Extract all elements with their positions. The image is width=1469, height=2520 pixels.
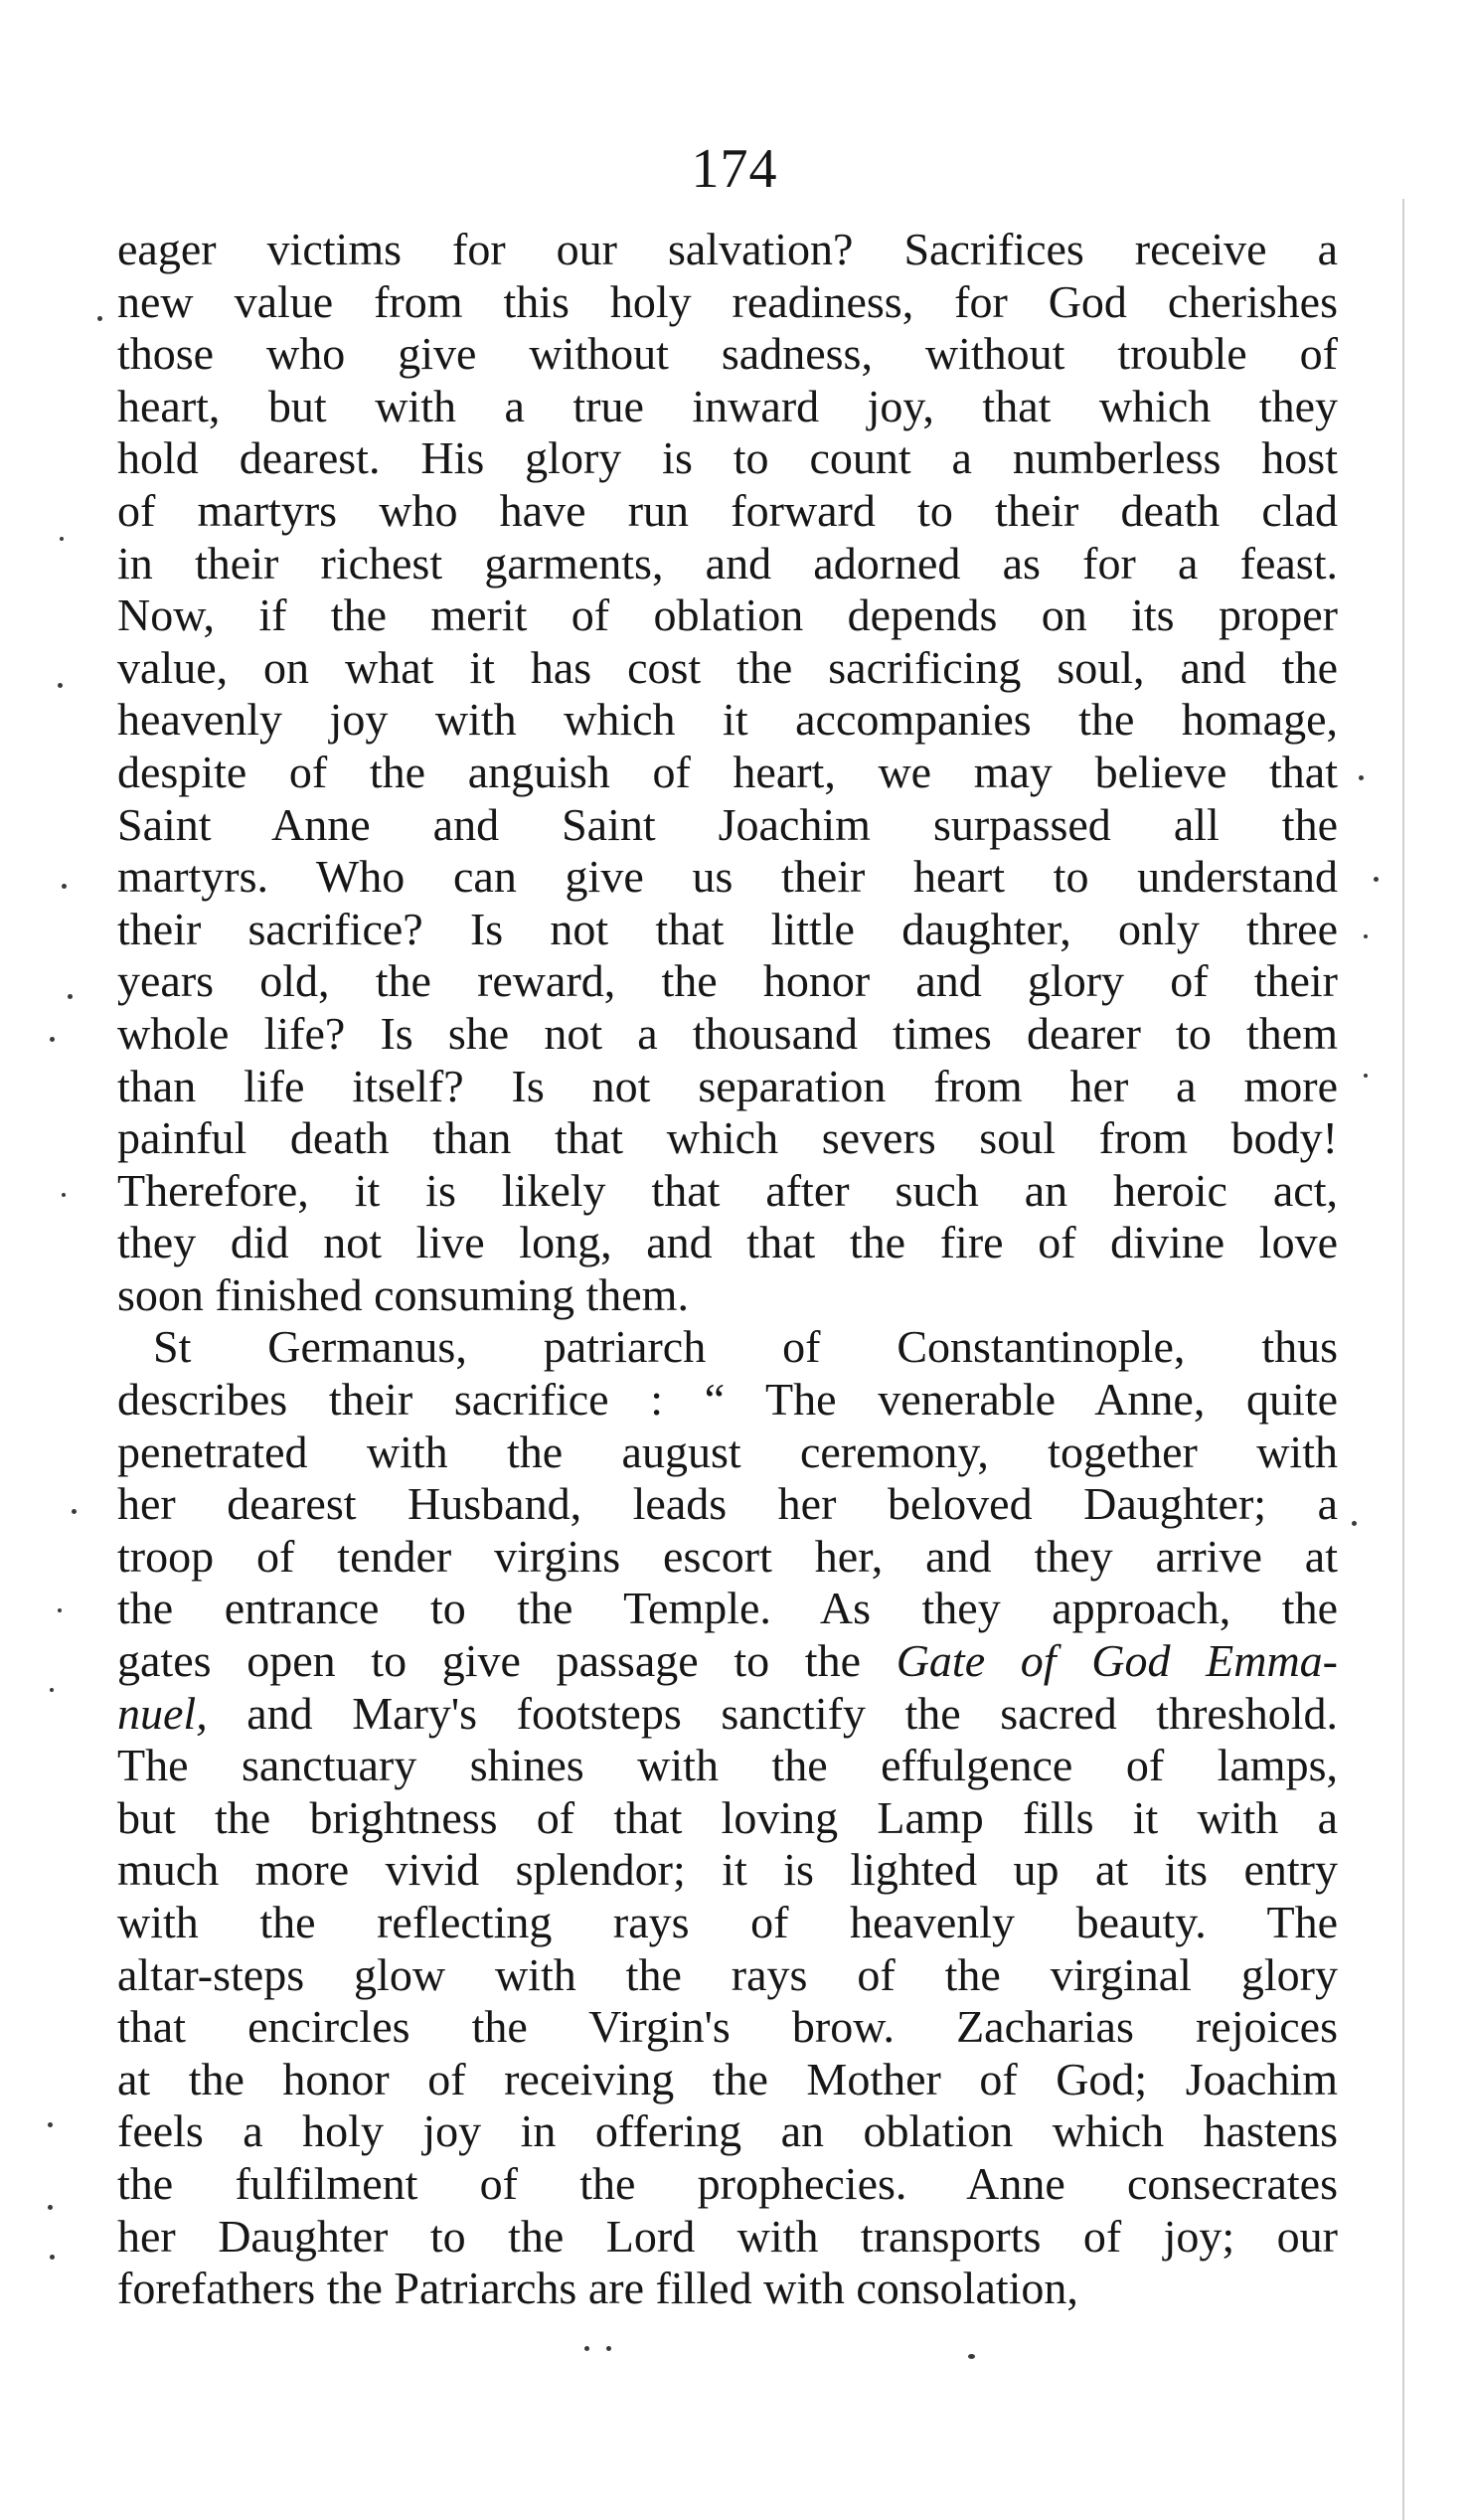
text-line: forefathers the Patriarchs are filled with consolation, [117, 2263, 1078, 2314]
text-line: at the honor of receiving the Mother of God; Joachim [117, 2053, 1338, 2104]
scan-speck [68, 994, 73, 999]
text-line: altar-steps glow with the rays of the virginal glory [117, 1948, 1338, 2000]
text-line: hold dearest. His glory is to count a numberless host [117, 432, 1338, 484]
scan-speck [968, 2354, 975, 2359]
text-line: Now, if the merit of oblation depends on its proper [117, 589, 1338, 641]
scan-speck [48, 2122, 53, 2127]
scan-speck [50, 1037, 55, 1042]
text-line: feels a holy joy in offering an oblation which hastens [117, 2105, 1338, 2157]
text-line: new value from this holy readiness, for God cherishes [117, 275, 1338, 327]
scan-speck [1374, 877, 1379, 882]
text-line-paragraph-start: St Germanus, patriarch of Constantinople, thus [153, 1321, 1338, 1373]
scan-speck [58, 683, 63, 688]
text-line: than life itself? Is not separation from her a more [117, 1060, 1338, 1111]
text-line: her dearest Husband, leads her beloved Daughter; a [117, 1478, 1338, 1530]
scan-speck [50, 1688, 54, 1692]
scan-speck [58, 1608, 62, 1612]
text-line: they did not live long, and that the fire of divine love [117, 1217, 1338, 1268]
text-line: whole life? Is she not a thousand times dearer to them [117, 1007, 1338, 1059]
text-line: martyrs. Who can give us their heart to understand [117, 851, 1338, 903]
scan-speck [584, 2346, 589, 2351]
text-line: the fulfilment of the prophecies. Anne consecrates [117, 2157, 1338, 2209]
scan-speck [97, 316, 102, 321]
text-segment: gates open to give passage to the [117, 1635, 897, 1687]
scan-speck [62, 884, 67, 889]
text-line: but the brightness of that loving Lamp fills it with a [117, 1791, 1338, 1843]
margin-rule [1402, 199, 1404, 2520]
text-line: much more vivid splendor; it is lighted up at its entry [117, 1844, 1338, 1896]
italic-phrase-continued: nuel, [117, 1687, 208, 1739]
text-line: of martyrs who have run forward to their death clad [117, 484, 1338, 536]
text-line [117, 1688, 1338, 1741]
scan-speck [1352, 1521, 1357, 1526]
text-line: in their richest garments, and adorned as for a feast. [117, 537, 1338, 588]
scan-speck [72, 1509, 77, 1514]
text-line [117, 1635, 1338, 1688]
italic-phrase: Gate of God Emma- [896, 1635, 1338, 1687]
text-line: heavenly joy with which it accompanies the homage, [117, 694, 1338, 746]
text-line: Therefore, it is likely that after such an heroic act, [117, 1164, 1338, 1216]
scan-speck [1359, 775, 1364, 780]
text-line: painful death than that which severs soul from body! [117, 1112, 1338, 1164]
text-line: those who give without sadness, without trouble of [117, 328, 1338, 380]
text-line-paragraph-end: soon finished consuming them. [117, 1268, 689, 1320]
text-line: troop of tender virgins escort her, and they arrive at [117, 1530, 1338, 1582]
text-line: their sacrifice? Is not that little daughter, only three [117, 903, 1338, 954]
text-line: The sanctuary shines with the effulgence of lamps, [117, 1740, 1338, 1791]
text-line: eager victims for our salvation? Sacrifices receive a [117, 224, 1338, 274]
text-line: value, on what it has cost the sacrificing soul, and the [117, 641, 1338, 693]
text-segment: and Mary's footsteps sanctify the sacred threshold. [207, 1687, 1338, 1739]
text-line: describes their sacrifice : “ The venerable Anne, quite [117, 1374, 1338, 1426]
text-line: heart, but with a true inward joy, that which they [117, 380, 1338, 431]
text-line: Saint Anne and Saint Joachim surpassed all the [117, 798, 1338, 850]
scan-speck [48, 2205, 53, 2210]
scan-speck [1364, 1074, 1368, 1078]
body-text [117, 224, 1338, 2315]
scan-speck [606, 2346, 611, 2351]
scan-speck [1364, 934, 1368, 938]
scan-speck [50, 2255, 55, 2260]
text-line: her Daughter to the Lord with transports of joy; our [117, 2210, 1338, 2262]
text-line: with the reflecting rays of heavenly beauty. The [117, 1897, 1338, 1947]
text-line: years old, the reward, the honor and glory of their [117, 955, 1338, 1007]
text-line: the entrance to the Temple. As they approach, the [117, 1583, 1338, 1634]
scan-speck [60, 537, 64, 541]
page-number: 174 [691, 138, 778, 200]
text-line: despite of the anguish of heart, we may believe that [117, 746, 1338, 797]
text-line: penetrated with the august ceremony, together with [117, 1426, 1338, 1477]
scan-speck [62, 1193, 66, 1197]
text-line: that encircles the Virgin's brow. Zacharias rejoices [117, 2001, 1338, 2053]
